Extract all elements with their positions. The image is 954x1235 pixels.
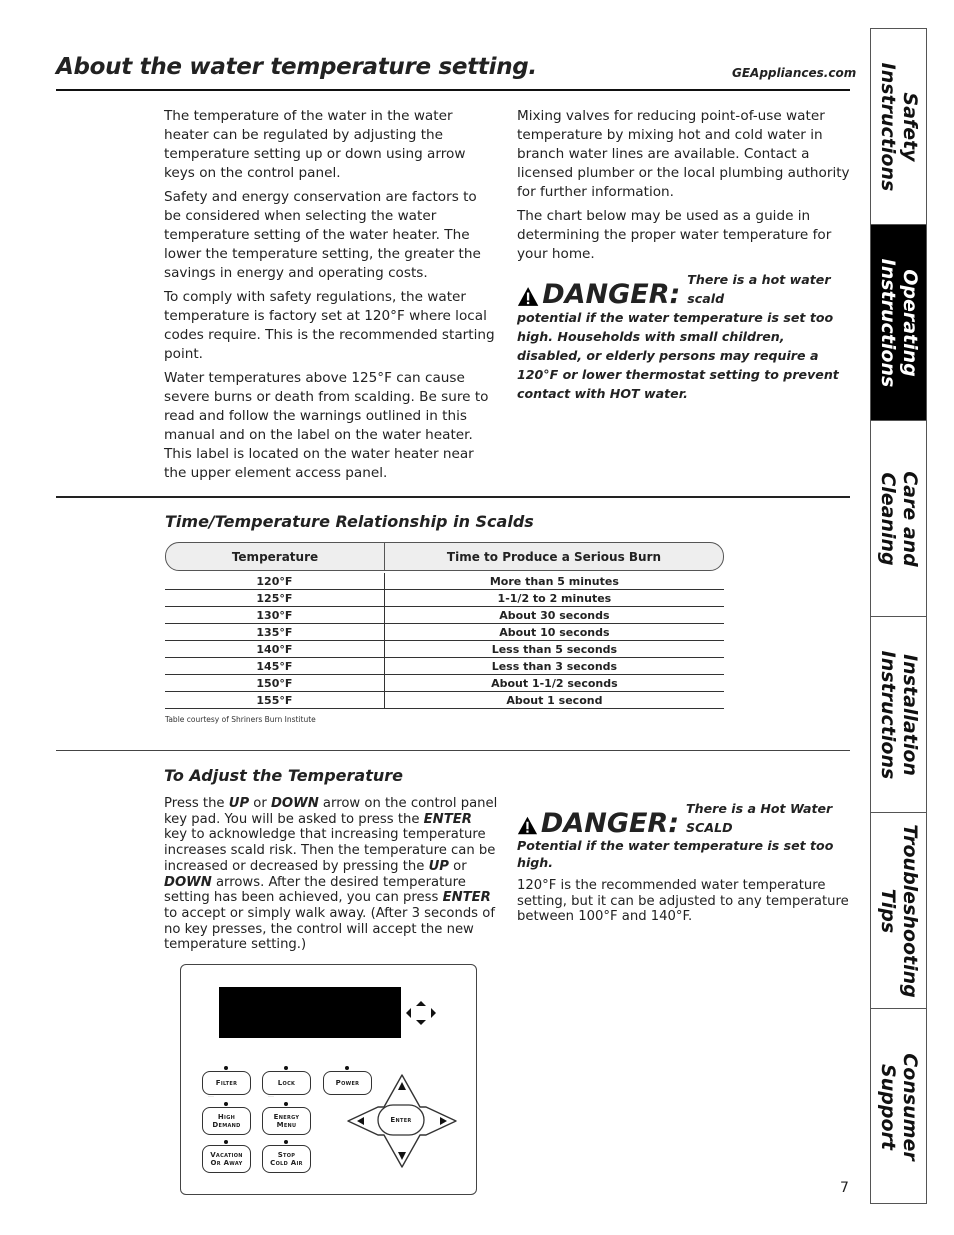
key-up-label: UP	[428, 858, 449, 874]
text: or	[249, 796, 271, 811]
energy-menu-key[interactable]	[262, 1107, 311, 1135]
tab-label: Troubleshooting	[898, 823, 921, 998]
tab-care-and-cleaning[interactable]	[871, 421, 926, 617]
key-label: Or Away	[210, 1159, 243, 1167]
temperature-note: 120°F is the recommended water temperature setting, but it can be adjusted to any temperature between 100°F and 140°F.	[517, 878, 849, 925]
tab-operating-instructions[interactable]	[871, 225, 926, 421]
adjust-heading: To Adjust the Temperature	[164, 766, 403, 785]
indicator-dot	[284, 1102, 288, 1106]
cell-time: About 30 seconds	[384, 607, 724, 624]
key-label: Power	[335, 1079, 360, 1087]
tab-label: Operating	[898, 268, 921, 377]
text: key to acknowledge that increasing temperature increases scald risk. Then the temperature can be increased or decreased by pressing the	[164, 827, 496, 874]
indicator-dot	[224, 1066, 228, 1070]
key-caption: ……	[268, 1094, 274, 1098]
tab-label: Installation	[898, 653, 921, 776]
arrows-icon	[405, 1000, 437, 1026]
table-row	[165, 675, 724, 692]
key-label: Menu	[276, 1121, 297, 1129]
paragraph: Water temperatures above 125°F can cause severe burns or death from scalding. Be sure to read and follow the warnings outlined in this manual and on the label on the water heater. This label is located on the water heater near the upper element access panel.	[164, 370, 489, 481]
page-title: About the water temperature setting.	[56, 54, 537, 80]
left-column	[164, 107, 498, 488]
table-row	[165, 624, 724, 641]
scald-table	[165, 573, 724, 709]
text: to accept or simply walk away. (After 3 seconds of no key presses, the control will accept the new temperature setting.)	[164, 905, 495, 953]
vacation-key[interactable]	[202, 1145, 251, 1173]
cell-time: About 1-1/2 seconds	[384, 675, 724, 692]
paragraph: The chart below may be used as a guide in determining the proper water temperature for your home.	[517, 208, 832, 262]
key-up-label: UP	[228, 796, 250, 811]
key-label: Enter	[390, 1116, 412, 1124]
paragraph: Mixing valves for reducing point-of-use water temperature by mixing hot and cold water in branch water lines are available. Contact a licensed plumber or the local plumbing authority for further information.	[517, 108, 850, 200]
enter-key[interactable]	[384, 1110, 418, 1130]
key-enter-label: ENTER	[442, 890, 491, 906]
section-rule	[56, 750, 850, 751]
key-caption: ……	[208, 1094, 214, 1098]
control-display	[219, 987, 401, 1038]
tab-label: Instructions	[876, 258, 899, 387]
danger-warning-1	[517, 270, 851, 403]
column-header-time: Time to Produce a Serious Burn	[446, 549, 662, 564]
danger-warning-2	[517, 799, 851, 925]
tab-label: Consumer	[898, 1052, 921, 1161]
adjust-text	[164, 796, 498, 953]
filter-key[interactable]	[202, 1071, 251, 1095]
high-demand-key[interactable]	[202, 1107, 251, 1135]
section-rule	[56, 496, 850, 498]
indicator-dot	[345, 1066, 349, 1070]
indicator-dot	[284, 1140, 288, 1144]
tab-troubleshooting-tips[interactable]	[871, 813, 926, 1009]
table-heading: Time/Temperature Relationship in Scalds	[165, 512, 534, 531]
cell-time: Less than 5 seconds	[384, 641, 724, 658]
cell-time: Less than 3 seconds	[384, 658, 724, 675]
table-row	[165, 573, 724, 590]
cell-temperature: 140°F	[165, 641, 384, 658]
tab-label: Safety	[898, 91, 921, 162]
danger-text: Potential if the water temperature is set too high.	[517, 838, 834, 870]
danger-text: potential if the water temperature is set too high. Households with small children, disabled, or elderly persons may require a 120°F or lower thermostat setting to prevent contact with HOT water.	[517, 310, 839, 401]
key-label: Lock	[277, 1079, 296, 1087]
site-url[interactable]: GEAppliances.com	[732, 66, 857, 80]
key-down-label: DOWN	[270, 796, 319, 811]
cell-time: More than 5 minutes	[384, 573, 724, 590]
paragraph: Safety and energy conservation are factors to be considered when selecting the water temperature setting of the water heater. The lower the temperature setting, the greater the savings in energy and operating costs.	[164, 189, 481, 281]
tab-label: Cleaning	[876, 471, 899, 566]
tab-label: Care and	[898, 470, 921, 567]
key-label: Energy	[273, 1113, 300, 1121]
text: arrow on the control panel key pad. You will be asked to press the	[164, 796, 498, 827]
cell-temperature: 155°F	[165, 692, 384, 709]
text: Press the	[164, 796, 229, 811]
tab-safety-instructions[interactable]	[871, 29, 926, 225]
key-label: Filter	[215, 1079, 238, 1087]
text: arrows. After the desired temperature setting has been achieved, you can press	[164, 874, 466, 906]
key-label: Vacation	[210, 1151, 243, 1159]
table-row	[165, 692, 724, 709]
table-row	[165, 641, 724, 658]
tab-label: Support	[876, 1063, 899, 1150]
cell-temperature: 120°F	[165, 573, 384, 590]
key-label: Demand	[212, 1121, 241, 1129]
side-tabs	[870, 28, 927, 1204]
indicator-dot	[284, 1066, 288, 1070]
danger-text-first: There is a hot water scald	[687, 272, 831, 306]
tab-label: Instructions	[876, 650, 899, 779]
header-rule	[56, 89, 850, 91]
key-enter-label: ENTER	[423, 811, 472, 827]
text: or	[448, 858, 467, 874]
warning-triangle-icon	[517, 814, 538, 837]
cell-temperature: 130°F	[165, 607, 384, 624]
paragraph: The temperature of the water in the water heater can be regulated by adjusting the temperature setting up or down using arrow keys on the control panel.	[164, 108, 466, 181]
table-courtesy: Table courtesy of Shriners Burn Institute	[165, 715, 316, 724]
key-label: Stop	[277, 1151, 296, 1159]
key-label: High	[217, 1113, 236, 1121]
tab-label: Instructions	[876, 62, 899, 191]
cell-temperature: 125°F	[165, 590, 384, 607]
warning-triangle-icon	[517, 285, 539, 308]
lock-key[interactable]	[262, 1071, 311, 1095]
paragraph: To comply with safety regulations, the water temperature is factory set at 120°F where local codes require. This is the recommended starting point.	[164, 289, 495, 362]
column-header-temperature: Temperature	[166, 543, 385, 570]
cell-temperature: 145°F	[165, 658, 384, 675]
key-label: Cold Air	[270, 1159, 303, 1167]
cell-time: About 10 seconds	[384, 624, 724, 641]
control-panel-illustration	[180, 964, 477, 1195]
cell-time: 1-1/2 to 2 minutes	[384, 590, 724, 607]
cell-temperature: 150°F	[165, 675, 384, 692]
right-column	[517, 107, 851, 269]
danger-label: DANGER:	[540, 808, 680, 839]
tab-consumer-support[interactable]	[871, 1009, 926, 1204]
table-row	[165, 590, 724, 607]
danger-label: DANGER:	[542, 279, 681, 310]
cell-temperature: 135°F	[165, 624, 384, 641]
stop-cold-air-key[interactable]	[262, 1145, 311, 1173]
table-row	[165, 607, 724, 624]
tab-installation-instructions[interactable]	[871, 617, 926, 813]
key-down-label: DOWN	[164, 874, 212, 890]
table-header	[165, 542, 724, 571]
table-row	[165, 658, 724, 675]
page-number: 7	[840, 1180, 849, 1196]
cell-time: About 1 second	[384, 692, 724, 709]
danger-text-first: There is a Hot Water SCALD	[686, 801, 833, 835]
indicator-dot	[224, 1102, 228, 1106]
tab-label: Tips	[876, 888, 899, 933]
indicator-dot	[224, 1140, 228, 1144]
